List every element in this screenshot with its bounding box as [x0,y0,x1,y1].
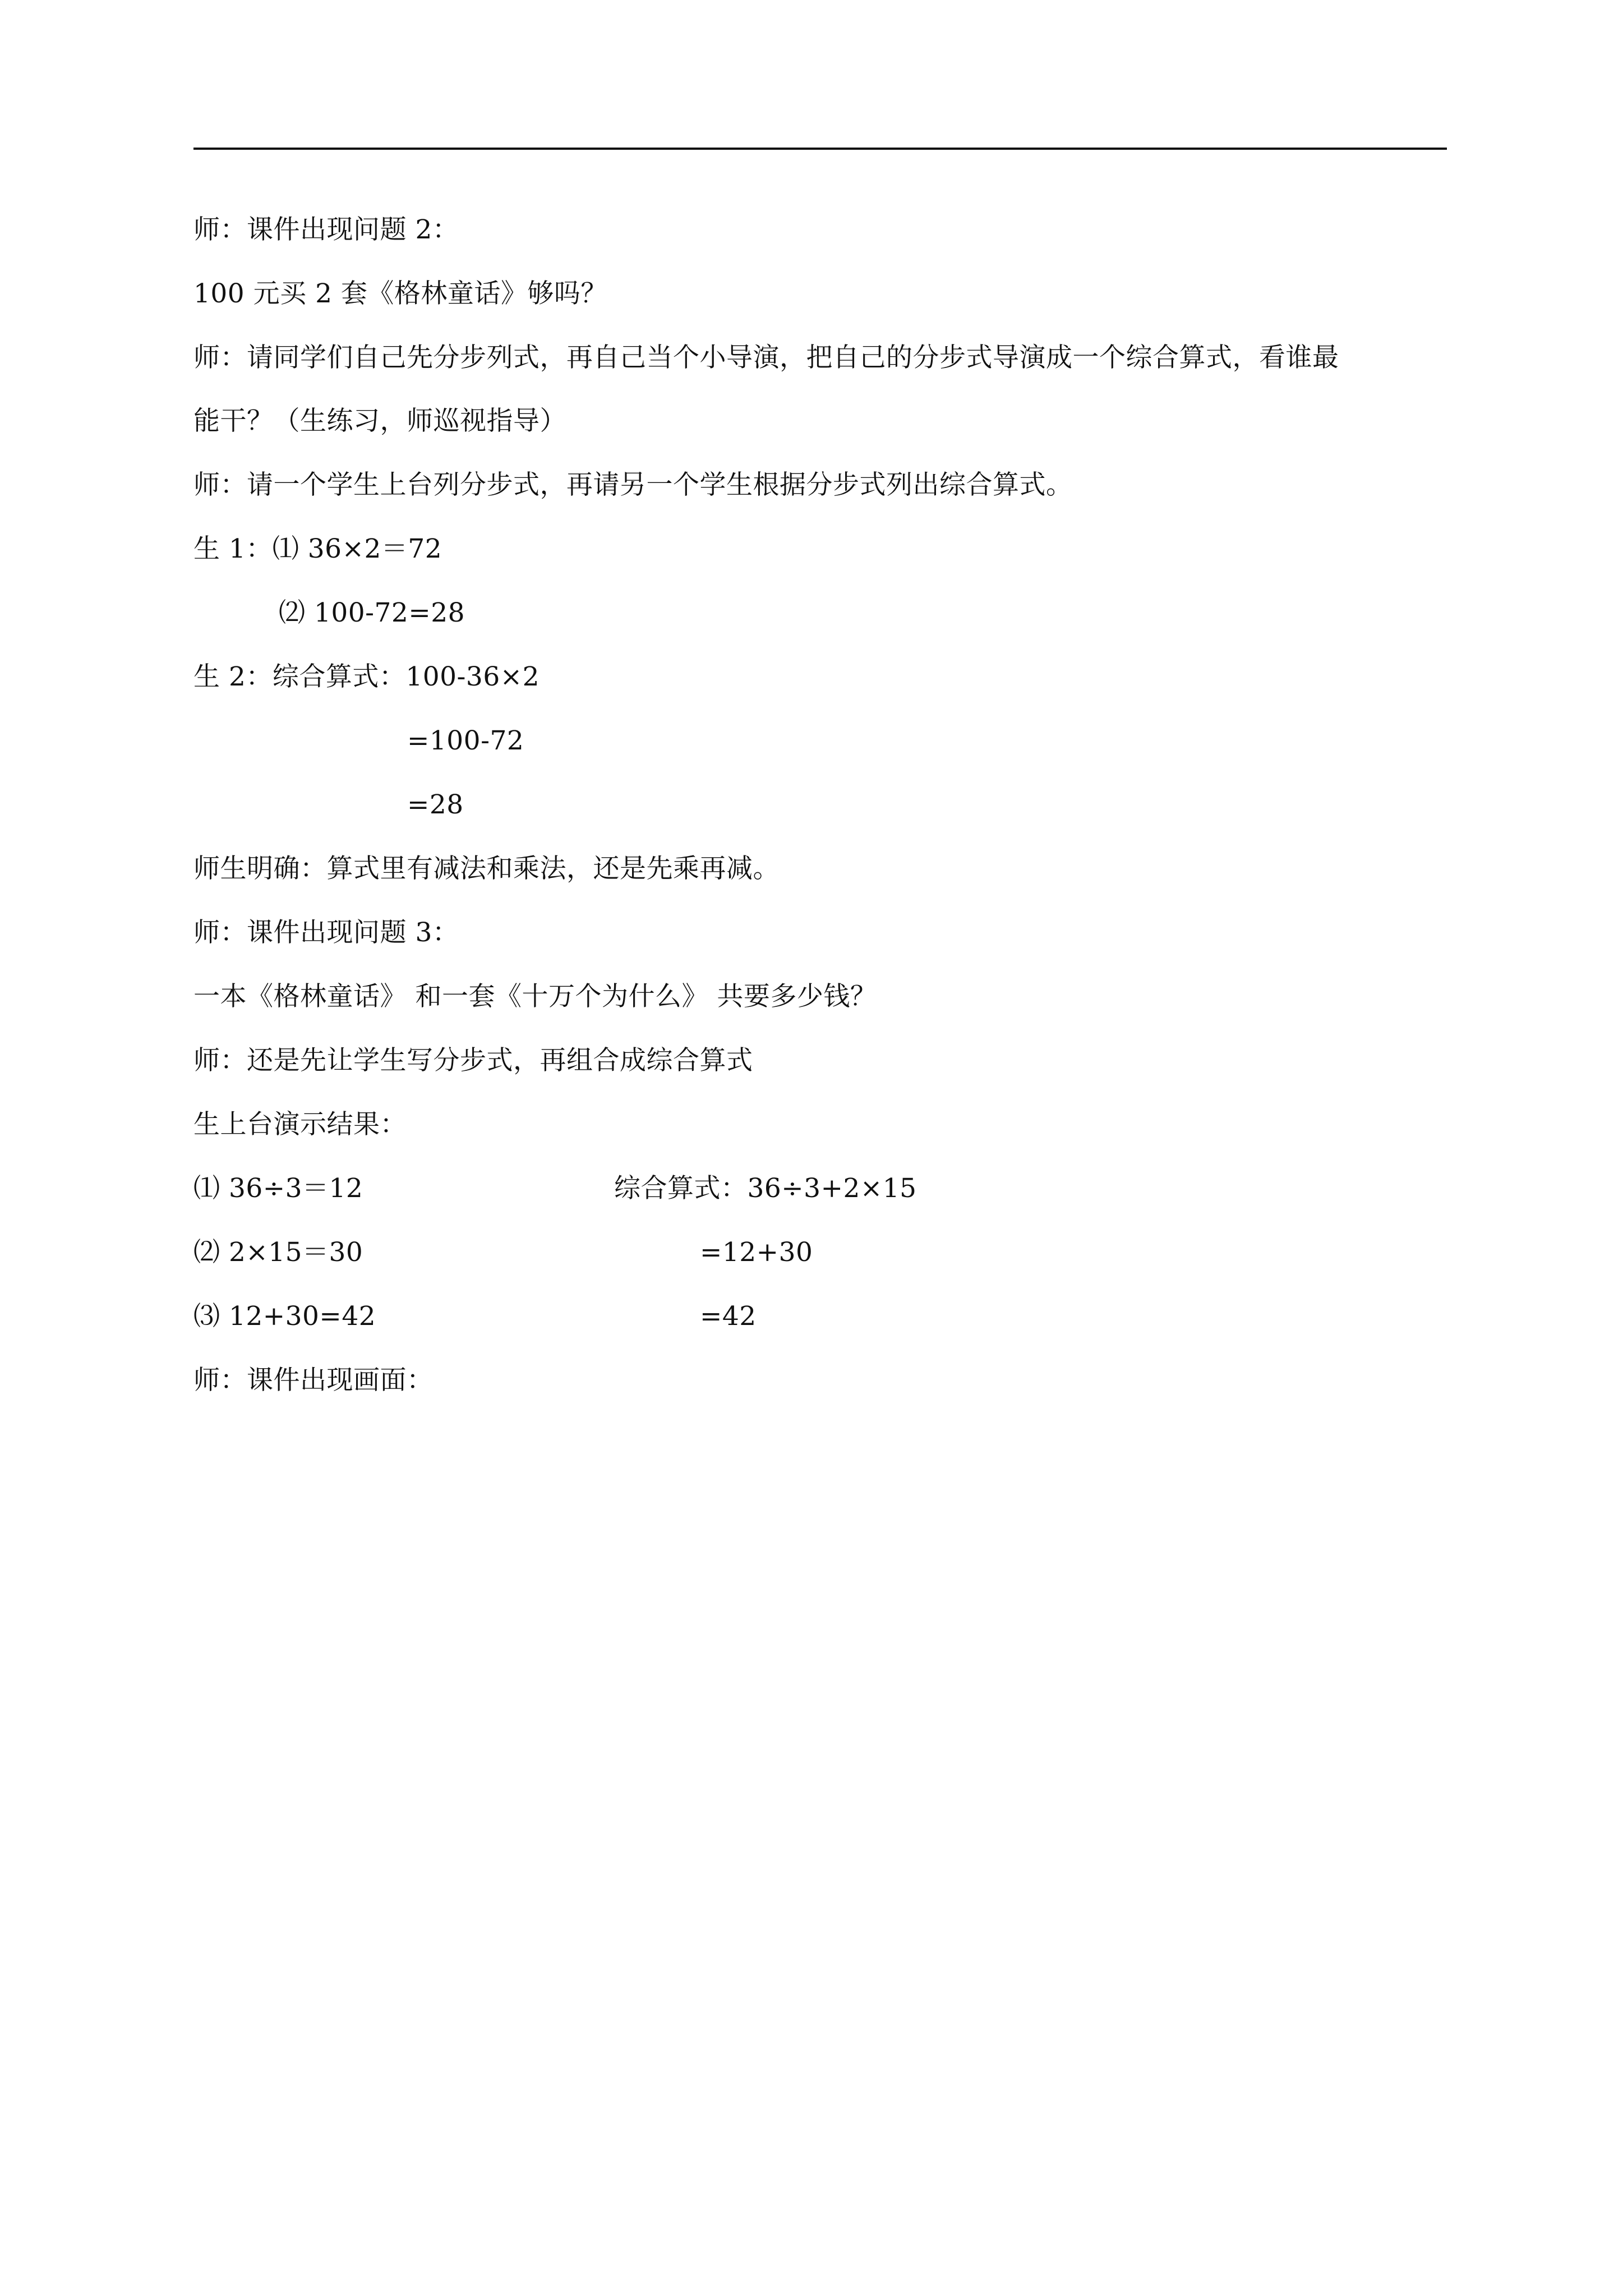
text-line-6: 生 1：⑴ 36×2＝72 [193,533,442,564]
text-line-2: 100 元买 2 套《格林童话》够吗？ [193,278,607,309]
text-line-22: 师：课件出现画面： [193,1365,434,1396]
text-line-18: ⑵ 2×15＝30 [193,1237,363,1268]
text-line-10: =28 [407,789,464,820]
text-line-3: 师：请同学们自己先分步列式，再自己当个小导演，把自己的分步式导演成一个综合算式，看谁最 [193,342,1339,373]
text-line-20: ⑶ 12+30=42 [193,1301,376,1332]
text-line-8: 生 2：综合算式：100-36×2 [193,661,540,692]
text-line-5: 师：请一个学生上台列分步式，再请另一个学生根据分步式列出综合算式。 [193,470,1073,500]
text-line-9: =100-72 [407,725,524,756]
text-line-13: 一本《格林童话》 和一套《十万个为什么》 共要多少钱？ [193,981,877,1012]
text-line-14: 师：还是先让学生写分步式，再组合成综合算式 [193,1045,753,1076]
text-line-19: =12+30 [700,1237,813,1268]
header-rule [193,148,1447,150]
text-line-21: =42 [700,1301,757,1332]
text-line-15: 生上台演示结果： [193,1109,407,1140]
text-line-1: 师：课件出现问题 2： [193,214,459,245]
text-line-16: ⑴ 36÷3＝12 [193,1173,363,1204]
text-line-7: ⑵ 100-72=28 [279,597,465,628]
text-line-17: 综合算式：36÷3+2×15 [614,1173,917,1204]
text-line-11: 师生明确：算式里有减法和乘法，还是先乘再减。 [193,853,780,884]
text-line-12: 师：课件出现问题 3： [193,917,459,948]
text-line-4: 能干？（生练习，师巡视指导） [193,406,566,436]
